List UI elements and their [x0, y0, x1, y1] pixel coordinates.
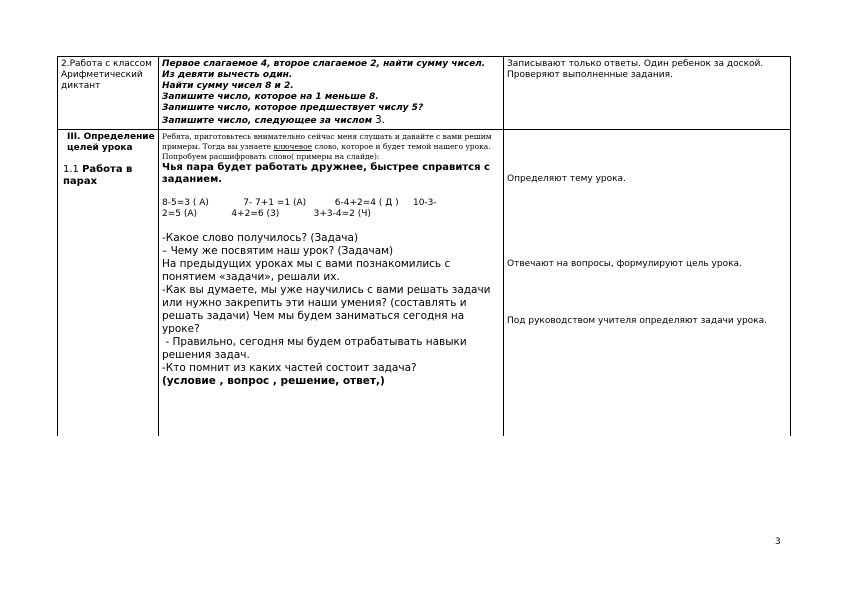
examples-line: 2=5 (А) 4+2=6 (З) 3+3-4=2 (Ч) [162, 209, 371, 219]
dialog-line: -Кто помнит из каких частей состоит задача? [162, 362, 417, 374]
student-activity: Определяют тему урока. [507, 174, 626, 184]
dialog-line: -Как вы думаете, мы уже научились с вами решать задачи или нужно закрепить эти наши умения? (составлять и решать задачи) Чем мы будем заниматься сегодня на уроке? [162, 284, 491, 335]
stage-label: 2.Работа с классом Арифметический диктант [61, 59, 152, 91]
key-word: ключевое [273, 142, 313, 151]
dialog-line: На предыдущих уроках мы с вами познакомились с понятием «задачи», решали их. [162, 258, 451, 283]
student-activity-cell [504, 57, 791, 130]
table-row [58, 57, 791, 130]
student-activity: Записывают только ответы. Один ребенок за доской. [507, 59, 764, 69]
student-activity: Проверяют выполненные задания. [507, 70, 673, 80]
substage-title [63, 164, 155, 188]
examples-line: 8-5=3 ( А) 7- 7+1 =1 (А) 6-4+2=4 ( Д ) 10-3- [162, 198, 437, 208]
task-line: Запишите число, которое предшествует числу 5? [162, 103, 424, 113]
task-line-last [162, 114, 500, 127]
student-activity: Под руководством учителя определяют задачи урока. [507, 316, 767, 326]
intro-paragraph: Ребята, приготовьтесь внимательно сейчас меня слушать и давайте с вами решим примеры. Тогда вы узнаете ключевое слово, которое и будет темой нашего урока. Попробуем расшифровать слово( примеры на слайде): [162, 132, 492, 161]
student-activity-cell [504, 130, 791, 437]
teacher-activity-cell [159, 130, 504, 437]
task-line: Найти сумму чисел 8 и 2. [162, 81, 294, 91]
lesson-plan-table [57, 56, 791, 436]
task-text: Запишите число, следующее за числом [162, 116, 373, 126]
dialog-answer: (условие , вопрос , решение, ответ,) [162, 375, 385, 387]
table-row [58, 130, 791, 437]
dialog-line: - Правильно, сегодня мы будем отрабатывать навыки решения задач. [162, 336, 471, 361]
task-line: Запишите число, которое на 1 меньше 8. [162, 92, 379, 102]
teacher-activity-cell [159, 57, 504, 130]
student-activity: Отвечают на вопросы, формулируют цель урока. [507, 259, 742, 269]
substage-number: 1.1 [63, 164, 79, 175]
pair-task-question: Чья пара будет работать дружнее, быстрее справится с заданием. [162, 162, 490, 185]
stage-cell [58, 57, 159, 130]
dialog-line: -Какое слово получилось? (Задача) [162, 232, 359, 244]
page-number: 3 [775, 537, 781, 547]
task-line: Первое слагаемое 4, второе слагаемое 2, найти сумму чисел. [162, 59, 486, 69]
task-number: 3. [374, 114, 385, 126]
substage-label: Работа в парах [63, 164, 133, 187]
task-line: Из девяти вычесть один. [162, 70, 293, 80]
stage-title: III. Определение целей урока [67, 132, 155, 153]
dialog-line: – Чему же посвятим наш урок? (Задачам) [162, 245, 394, 257]
stage-cell [58, 130, 159, 437]
